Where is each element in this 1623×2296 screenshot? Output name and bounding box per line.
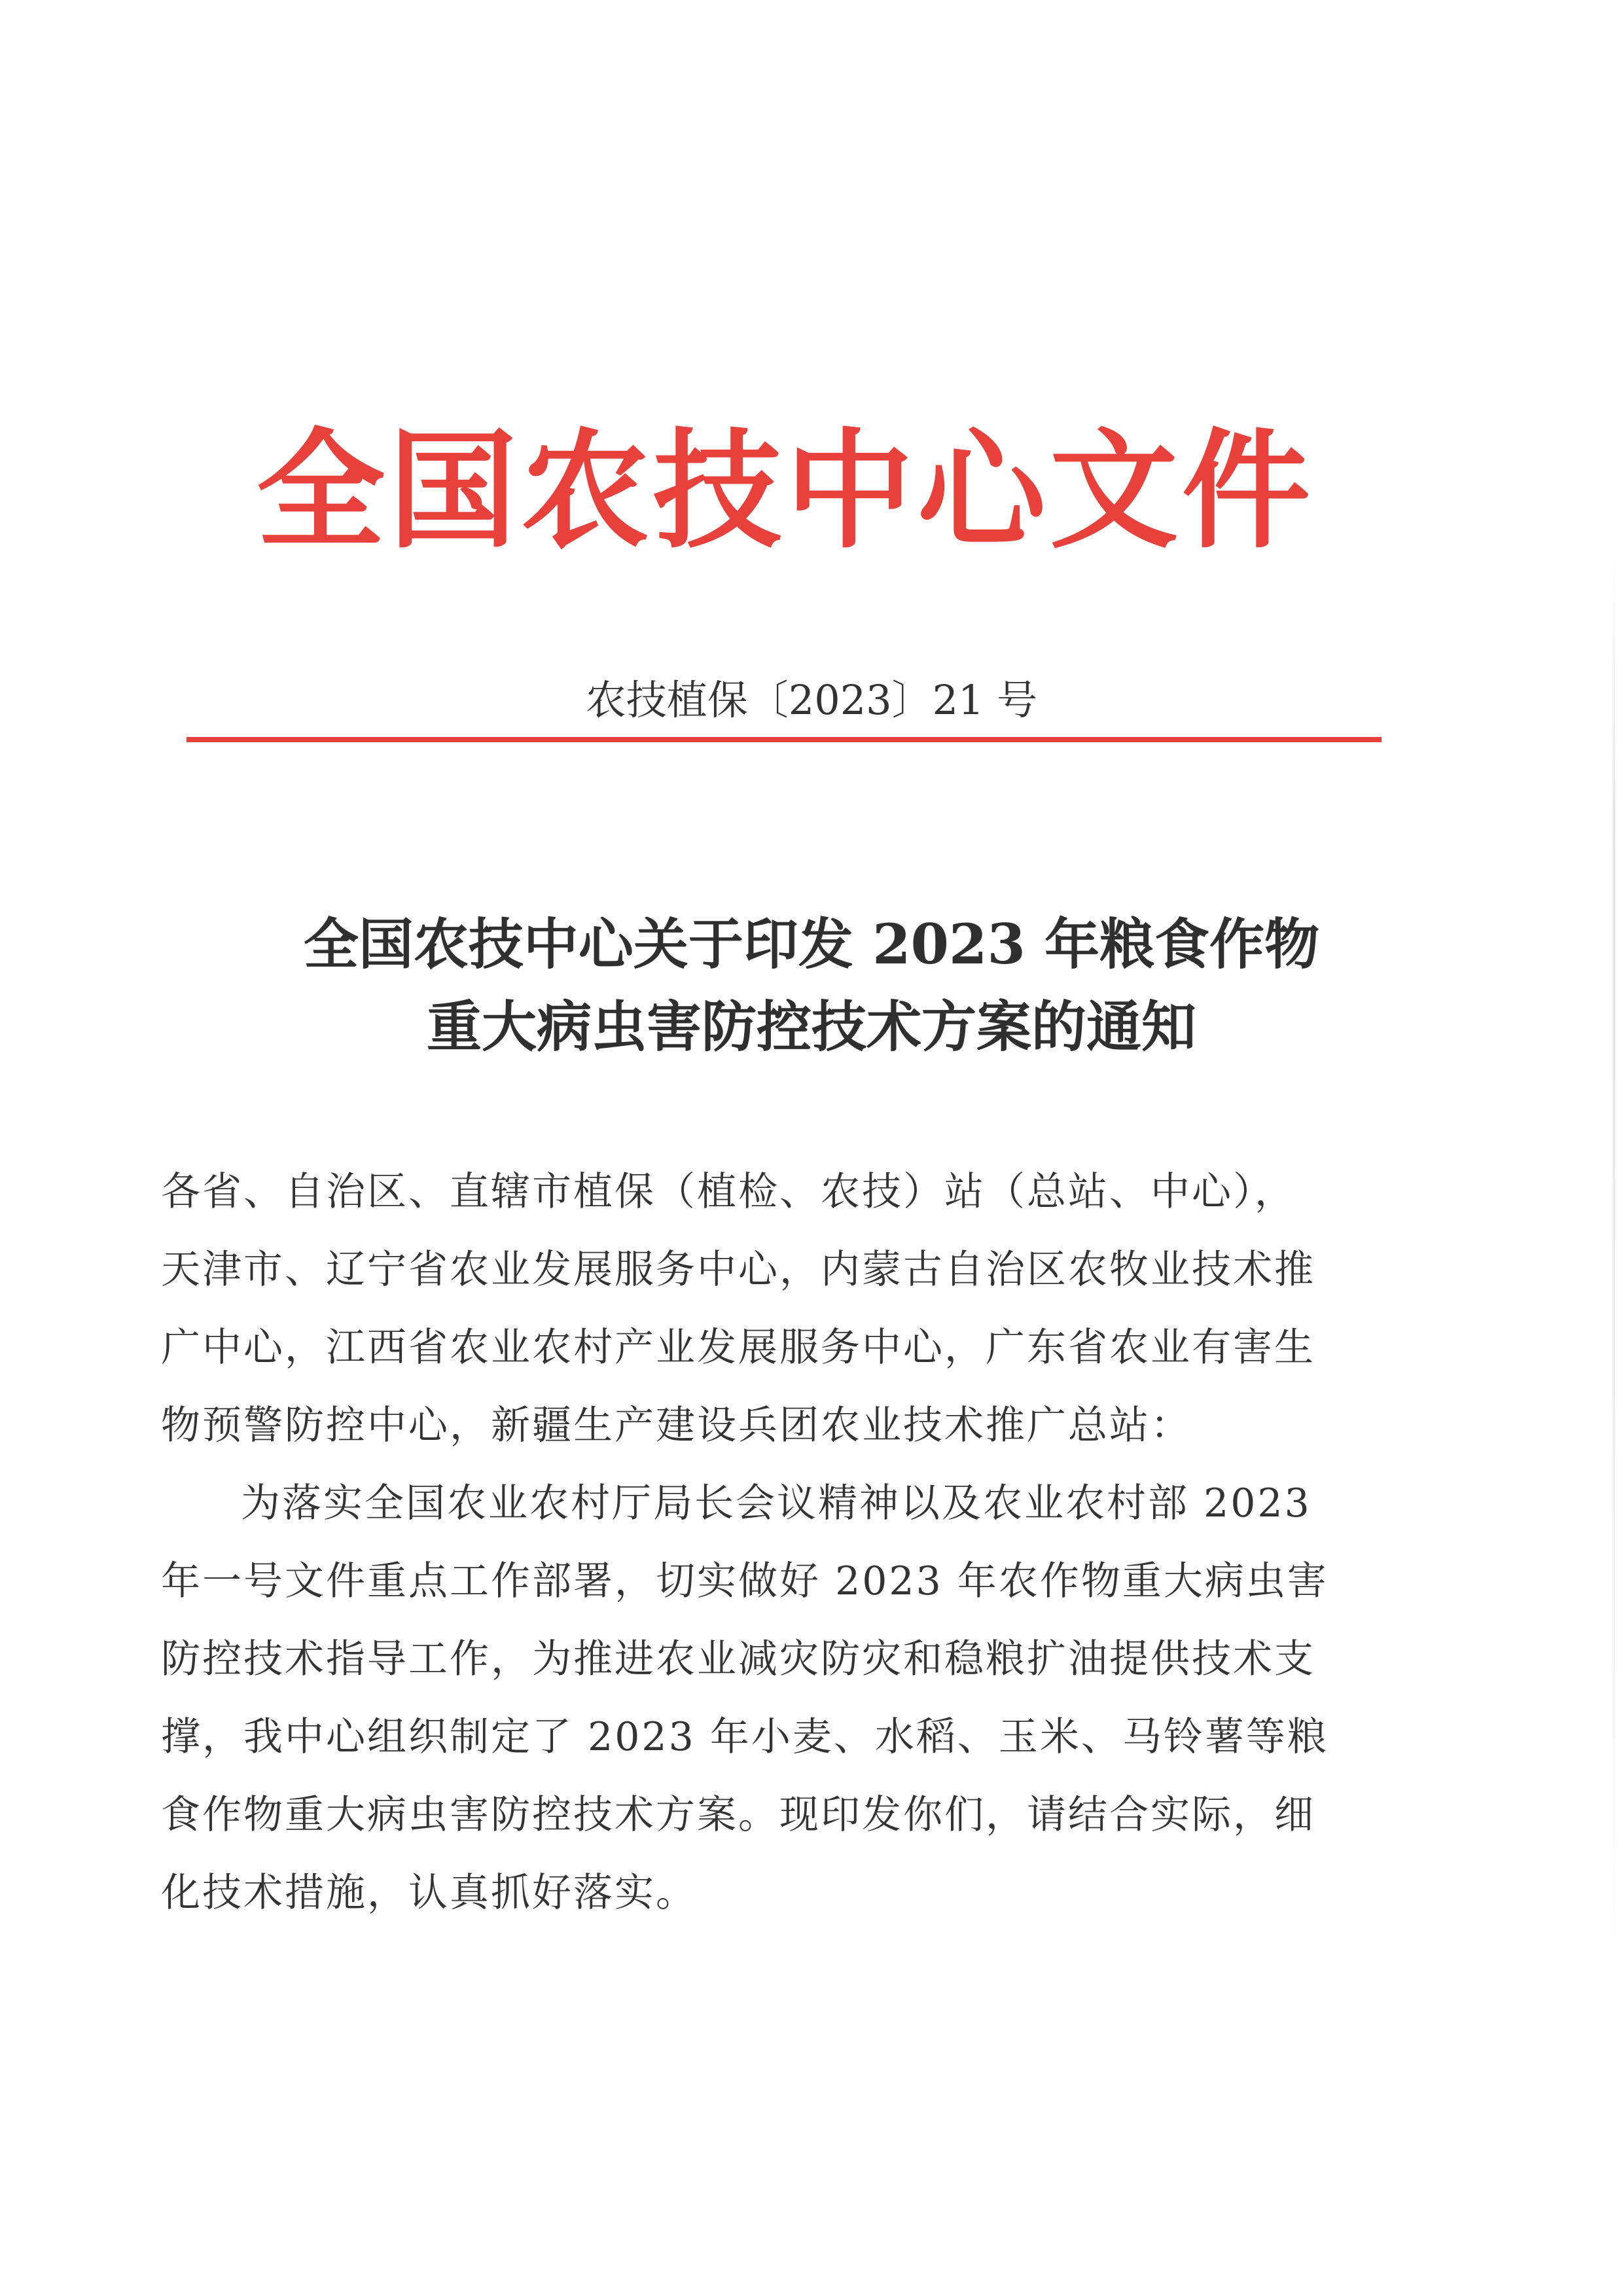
masthead-title: 全国农技中心文件: [256, 416, 1314, 566]
paragraph-line: 食作物重大病虫害防控技术方案。现印发你们，请结合实际，细: [161, 1792, 1315, 1838]
notice-title-line-2: 重大病虫害防控技术方案的通知: [426, 994, 1196, 1059]
recipient-line: 广中心，江西省农业农村产业发展服务中心，广东省农业有害生: [161, 1325, 1315, 1371]
paragraph-line: 防控技术指导工作，为推进农业减灾防灾和稳粮扩油提供技术支: [161, 1636, 1315, 1682]
recipient-line: 天津市、辽宁省农业发展服务中心，内蒙古自治区农牧业技术推: [161, 1247, 1315, 1293]
red-divider-line: [187, 737, 1382, 742]
notice-title: [170, 903, 1453, 1068]
paragraph-line: 年一号文件重点工作部署，切实做好 2023 年农作物重大病虫害: [161, 1558, 1329, 1604]
scan-edge-shadow: [1613, 550, 1615, 1990]
recipient-line: 物预警防控中心，新疆生产建设兵团农业技术推广总站：: [161, 1403, 1192, 1448]
document-body: [161, 1153, 1361, 1932]
recipient-line: 各省、自治区、直辖市植保（植检、农技）站（总站、中心），: [161, 1169, 1296, 1215]
document-number: 农技植保〔2023〕21 号: [585, 676, 1038, 724]
notice-title-line-1: 全国农技中心关于印发 2023 年粮食作物: [303, 912, 1320, 977]
paragraph-line: 为落实全国农业农村厅局长会议精神以及农业农村部 2023: [241, 1480, 1311, 1526]
paragraph-line: 撑，我中心组织制定了 2023 年小麦、水稻、玉米、马铃薯等粮: [161, 1714, 1329, 1760]
paragraph-line: 化技术措施，认真抓好落实。: [161, 1870, 697, 1916]
